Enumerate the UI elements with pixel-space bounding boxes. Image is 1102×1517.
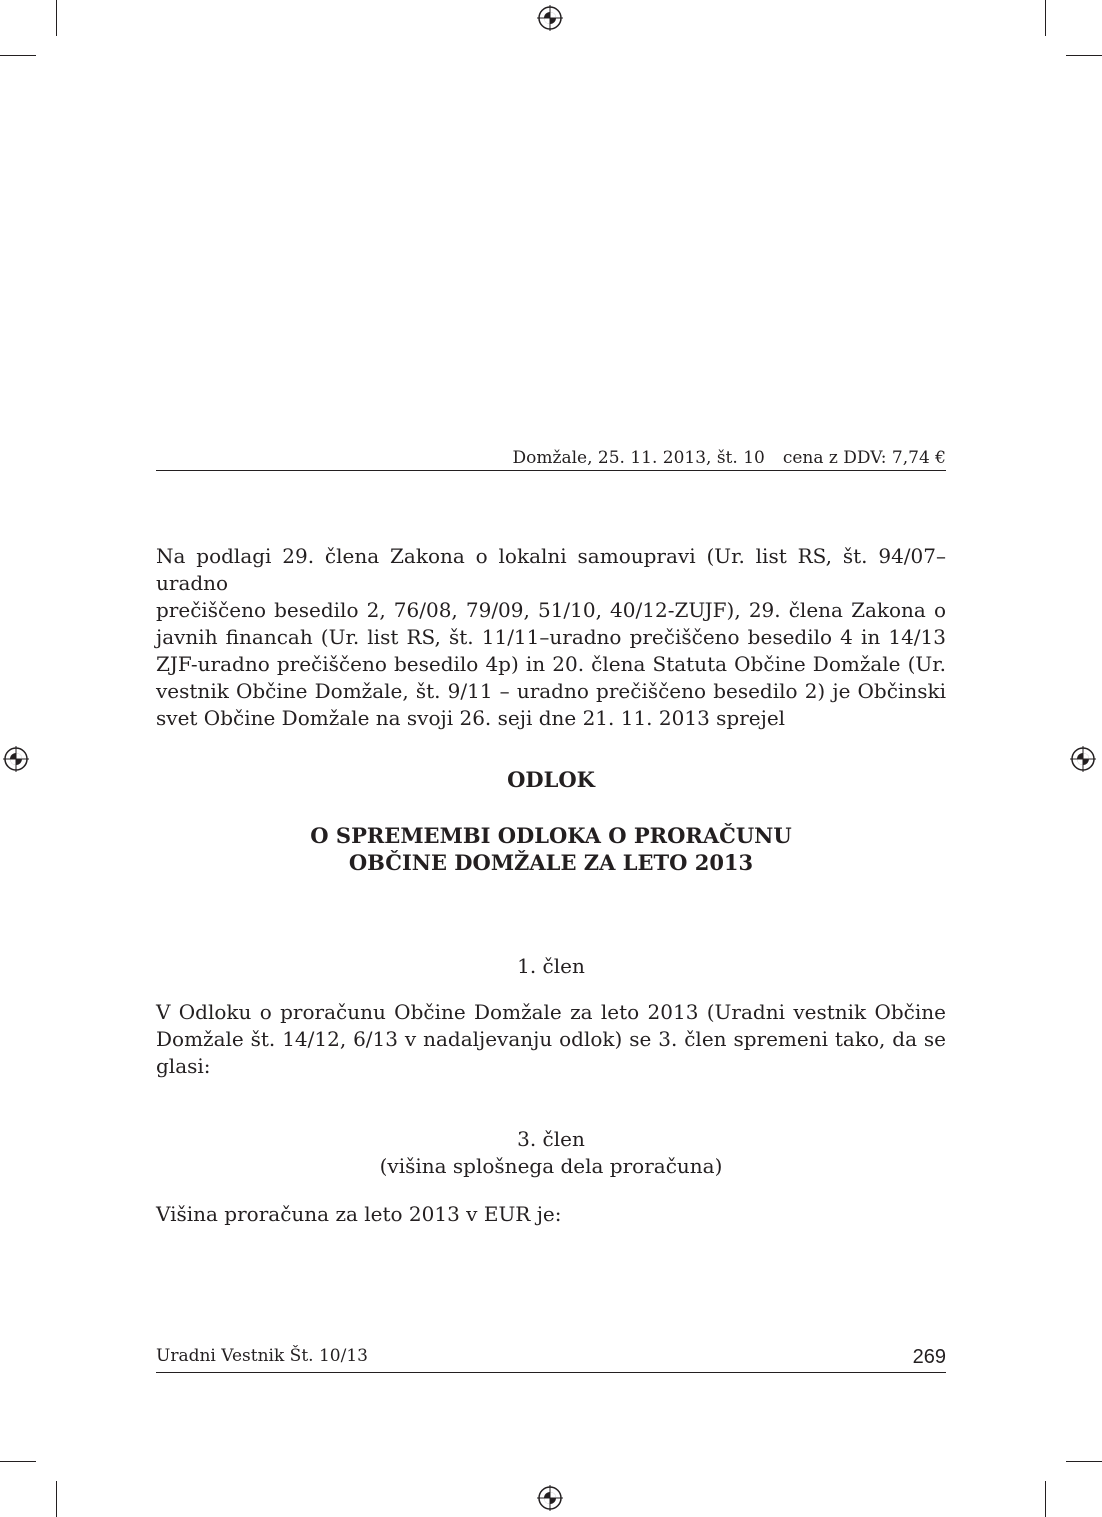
crop-mark [1045,1481,1046,1517]
article-3-text: Višina proračuna za leto 2013 v EUR je: [156,1202,562,1226]
article-3-subheading: (višina splošnega dela proračuna) [379,1154,723,1178]
page-number: 269 [912,1346,946,1368]
intro-line: javnih financah (Ur. list RS, št. 11/11–uradno prečiščeno besedilo 4 in 14/13 [156,625,946,649]
subtitle-line: O SPREMEMBI ODLOKA O PRORAČUNU [310,823,792,848]
registration-mark-icon [1070,746,1096,772]
intro-line: prečiščeno besedilo 2, 76/08, 79/09, 51/10, 40/12-ZUJF), 29. člena Zakona o [156,598,946,622]
subtitle-line: OBČINE DOMŽALE ZA LETO 2013 [348,850,754,875]
crop-mark [56,1481,57,1517]
registration-mark-icon [537,1485,563,1511]
crop-mark [0,1461,36,1462]
article-1-line: V Odloku o proračunu Občine Domžale za leto 2013 (Uradni vestnik Občine [156,1000,946,1024]
intro-paragraph [156,543,946,732]
article-1-line: Domžale št. 14/12, 6/13 v nadaljevanju odlok) se 3. člen spremeni tako, da se [156,1027,946,1051]
page-footer [156,1344,946,1373]
article-1-text [156,999,946,1080]
intro-line: vestnik Občine Domžale, št. 9/11 – uradno prečiščeno besedilo 2) je Občinski [156,679,946,703]
registration-mark-icon [3,746,29,772]
page-header [156,448,946,471]
price-info: cena z DDV: 7,74 € [782,448,946,468]
intro-line: Na podlagi 29. člena Zakona o lokalni samoupravi (Ur. list RS, št. 94/07–uradno [156,544,946,595]
publication-name: Uradni Vestnik Št. 10/13 [156,1346,368,1366]
document-subtitle [156,822,946,876]
crop-mark [1066,1461,1102,1462]
issue-info: Domžale, 25. 11. 2013, št. 10 [512,448,765,468]
crop-mark [56,0,57,36]
article-1-heading: 1. člen [517,954,585,978]
crop-mark [0,55,36,56]
crop-mark [1066,55,1102,56]
article-1-line: glasi: [156,1054,211,1078]
crop-mark [1045,0,1046,36]
intro-line: ZJF-uradno prečiščeno besedilo 4p) in 20. člena Statuta Občine Domžale (Ur. [156,652,946,676]
intro-line: svet Občine Domžale na svoji 26. seji dne 21. 11. 2013 sprejel [156,706,786,730]
article-3-heading: 3. člen [517,1127,585,1151]
document-title: ODLOK [507,767,595,792]
registration-mark-icon [537,5,563,31]
